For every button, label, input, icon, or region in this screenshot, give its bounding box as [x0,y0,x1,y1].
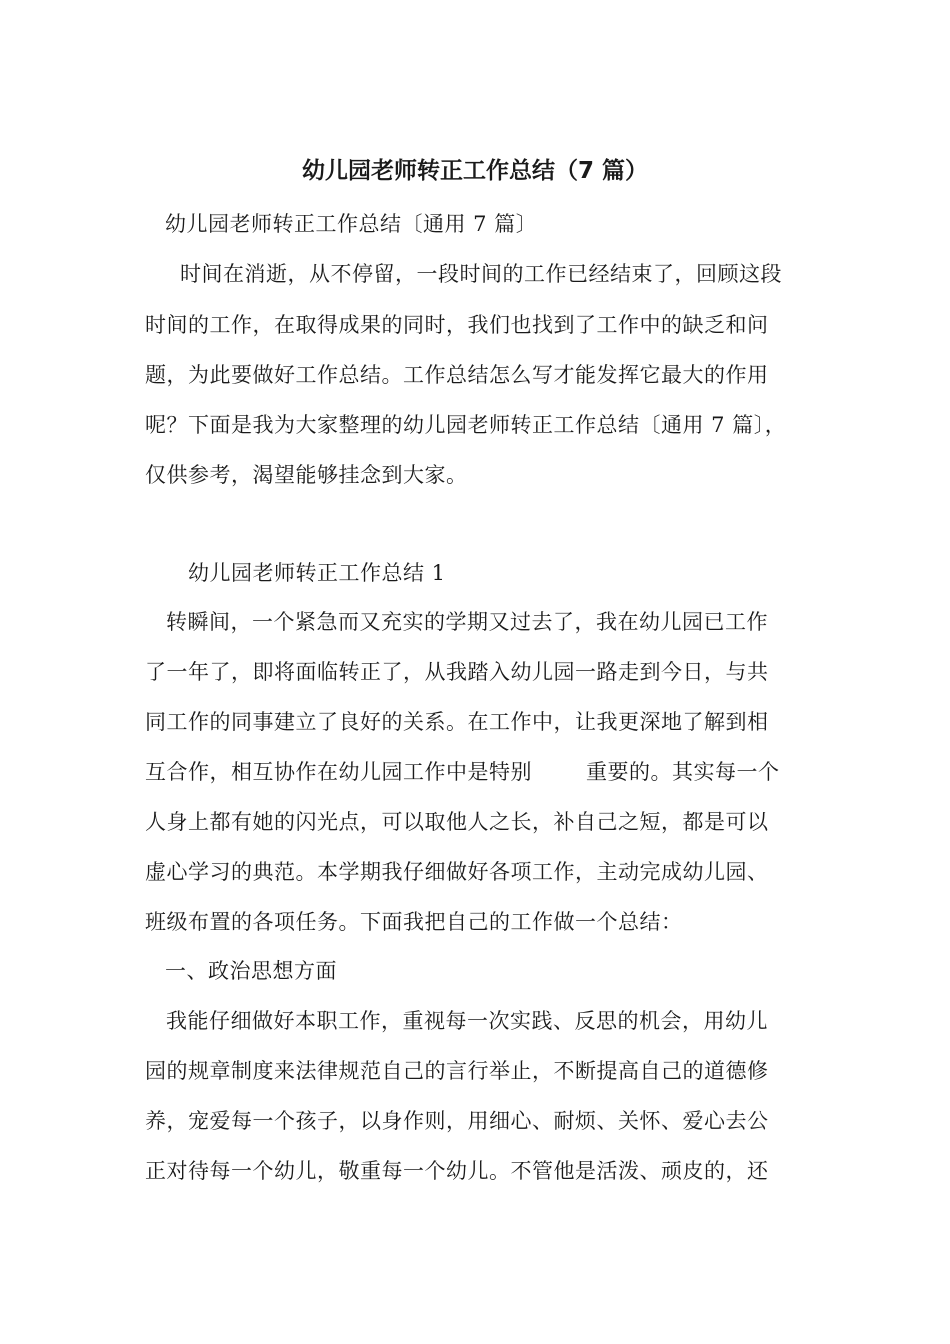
intro-line-4: 呢？下面是我为大家整理的幼儿园老师转正工作总结〔通用 7 篇〕， [145,413,787,437]
section1-line-5: 人身上都有她的闪光点，可以取他人之长，补自己之短，都是可以 [145,810,769,834]
section1-line-2: 了一年了，即将面临转正了，从我踏入幼儿园一路走到今日，与共 [145,660,769,684]
section1-line-4 [145,759,780,785]
para2-line-3: 养，宠爱每一个孩子，以身作则，用细心、耐烦、关怀、爱心去公 [145,1109,769,1133]
para2-line-2: 园的规章制度来法律规范自己的言行举止，不断提高自己的道德修 [145,1059,769,1083]
section1-line-4-part-b: 重要的。其实每一个 [586,760,780,784]
para2-line-4: 正对待每一个幼儿，敬重每一个幼儿。不管他是活泼、顽皮的，还 [145,1159,769,1183]
intro-line-1: 时间在消逝，从不停留，一段时间的工作已经结束了，回顾这段 [180,262,782,286]
intro-line-3: 题，为此要做好工作总结。工作总结怎么写才能发挥它最大的作用 [145,363,769,387]
para2-line-1: 我能仔细做好本职工作，重视每一次实践、反思的机会，用幼儿 [166,1009,768,1033]
document-title: 幼儿园老师转正工作总结（7 篇） [301,158,648,184]
intro-line-5: 仅供参考，渴望能够挂念到大家。 [145,463,468,487]
document-subtitle: 幼儿园老师转正工作总结〔通用 7 篇〕 [165,212,538,236]
section-heading-1: 幼儿园老师转正工作总结 1 [188,561,446,585]
section1-line-4-part-a: 互合作，相互协作在幼儿园工作中是特别 [145,760,532,784]
section1-line-1: 转瞬间，一个紧急而又充实的学期又过去了，我在幼儿园已工作 [166,610,768,634]
section1-line-6: 虚心学习的典范。本学期我仔细做好各项工作，主动完成幼儿园、 [145,860,769,884]
section1-line-3: 同工作的同事建立了良好的关系。在工作中，让我更深地了解到相 [145,710,769,734]
section1-line-7: 班级布置的各项任务。下面我把自己的工作做一个总结： [145,910,683,934]
intro-line-2: 时间的工作，在取得成果的同时，我们也找到了工作中的缺乏和问 [145,313,769,337]
subheading-political: 一、政治思想方面 [165,959,337,983]
